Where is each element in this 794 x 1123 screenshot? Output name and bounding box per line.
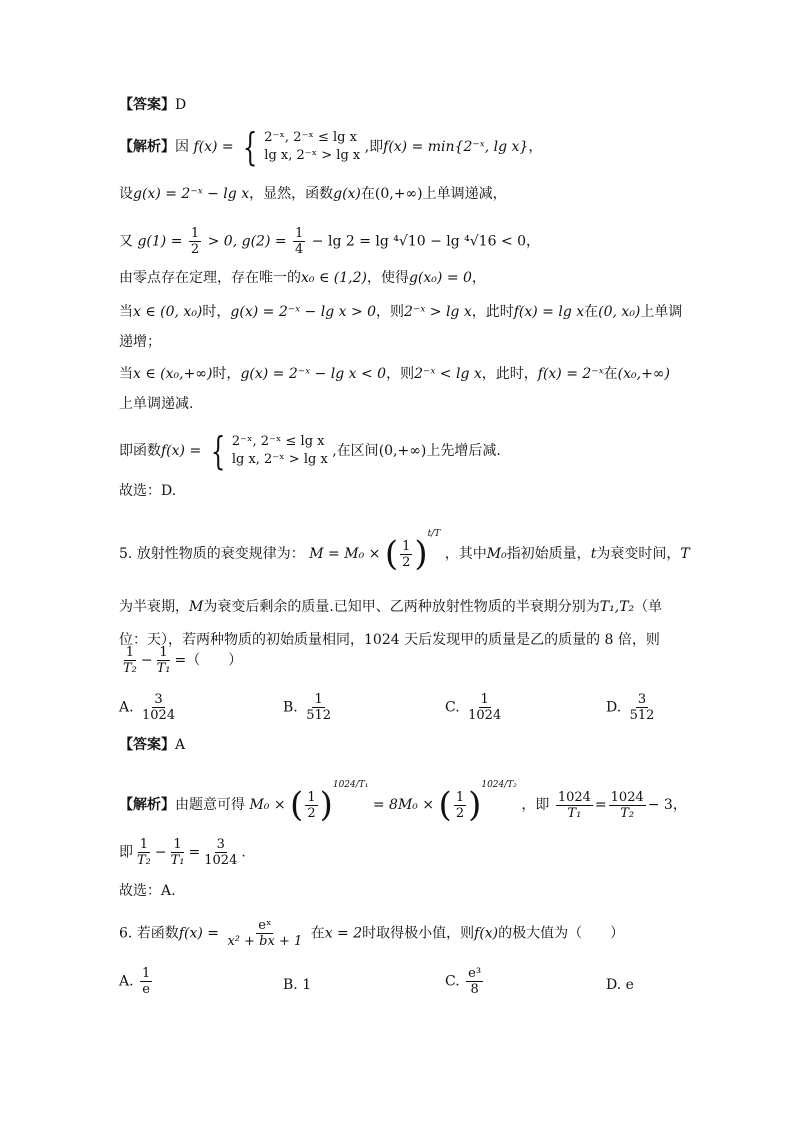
numerator: 1: [173, 837, 182, 852]
text: 6. 若函数: [119, 925, 179, 942]
math: f(x) = lg x: [513, 304, 585, 320]
numerator: 3: [216, 837, 225, 852]
fraction: [628, 692, 657, 723]
piecewise: [238, 125, 361, 169]
option-label: B.: [283, 977, 298, 993]
fraction: [304, 692, 333, 723]
case-1: 2⁻ˣ, 2⁻ˣ ≤ lg x: [264, 130, 357, 145]
fraction: [454, 790, 466, 821]
option-label: A.: [119, 699, 134, 716]
numerator: 1: [139, 837, 149, 852]
denominator: 2: [455, 805, 465, 821]
denominator: 2: [190, 242, 200, 257]
piecewise: [206, 429, 328, 473]
math: 2⁻ˣ > lg x: [404, 304, 472, 320]
q5-option-d[interactable]: [606, 692, 658, 723]
denominator: T₂: [137, 853, 151, 868]
numerator: 1: [125, 645, 135, 660]
denominator: T₂: [123, 661, 137, 676]
text: 为衰变后剩余的质量.已知甲、乙两种放射性物质的半衰期分别为: [203, 599, 600, 615]
text: ，则: [386, 366, 415, 382]
numerator: e³: [468, 966, 482, 981]
text: 在: [360, 186, 375, 202]
text: ，: [528, 139, 543, 155]
q4-analysis-line-6: 递增；: [119, 334, 161, 350]
text: 由零点存在定理，存在唯一的: [119, 270, 301, 286]
fraction: [466, 692, 503, 723]
paren-close: ): [468, 785, 482, 825]
q4-analysis-line-1: [119, 125, 543, 169]
math: x ∈ (x₀,+∞): [133, 366, 213, 382]
text: 5. 放射性物质的衰变规律为：: [119, 546, 305, 562]
answer-value: A: [175, 737, 186, 753]
numerator: 3: [637, 692, 647, 707]
math: g(x) = 2⁻ˣ − lg x < 0: [240, 366, 387, 382]
math: 2⁻ˣ < lg x: [414, 366, 482, 382]
paren-close: ): [414, 534, 428, 574]
q5-option-c[interactable]: [445, 692, 505, 723]
math: = 8M₀ ×: [372, 797, 435, 813]
exponent: 1024/T₂: [481, 780, 517, 790]
fraction: [609, 790, 646, 821]
math: f(x) = min{2⁻ˣ, lg x}: [383, 139, 529, 155]
text: 即: [119, 844, 133, 861]
text: 当: [119, 304, 133, 320]
q5-stem-line-2: [119, 597, 662, 617]
option-label: B.: [283, 699, 298, 716]
math: f(x) =: [193, 139, 234, 155]
q6-option-b[interactable]: [283, 975, 311, 995]
numerator: 1: [480, 692, 489, 707]
analysis-tag: 【解析】: [119, 139, 175, 155]
analysis-tag: 【解析】: [119, 797, 175, 813]
text: 的极大值为（ ）: [498, 925, 625, 942]
denominator: T₂: [620, 805, 635, 821]
denominator: x² + bx + 1: [227, 934, 303, 949]
q6-option-d[interactable]: [606, 975, 634, 995]
denominator: T₁: [567, 805, 582, 821]
denominator: 8: [470, 982, 479, 997]
numerator: 1: [159, 645, 168, 660]
text: 为半衰期，: [119, 599, 189, 615]
exponent: t/T: [427, 529, 441, 539]
math: − lg 2 = lg ⁴√10 − lg ⁴√16 < 0: [311, 233, 527, 250]
numerator: eˣ: [258, 918, 272, 933]
q4-analysis-line-5: [119, 302, 682, 322]
numerator: 3: [154, 692, 163, 707]
fraction: [556, 790, 593, 821]
q4-analysis-line-2: [119, 184, 507, 204]
text: ，此时，: [481, 366, 538, 382]
math: g(x₀) = 0: [408, 270, 472, 286]
fraction: [400, 539, 412, 570]
text: 指初始质量，: [506, 546, 591, 562]
case-2: lg x, 2⁻ˣ > lg x: [264, 148, 361, 163]
q5-option-a[interactable]: [119, 692, 179, 723]
case-2: lg x, 2⁻ˣ > lg x: [231, 452, 328, 467]
text: ，: [471, 270, 486, 286]
math: (x₀,+∞): [617, 366, 670, 382]
text: ，显然，函数: [249, 186, 334, 202]
math: g(x) = 2⁻ˣ − lg x: [133, 186, 250, 202]
text: 在: [603, 366, 618, 382]
text: 在: [310, 925, 325, 942]
exponent: 1024/T₁: [332, 780, 369, 790]
math: (0, x₀): [598, 304, 641, 320]
text: ,即: [364, 139, 384, 155]
denominator: 2: [402, 554, 411, 570]
q5-stem-line-1: [119, 524, 690, 574]
option-label: D.: [606, 699, 622, 716]
paren-open: (: [438, 785, 452, 825]
denominator: 4: [295, 242, 304, 257]
math: f(x) = 2⁻ˣ: [537, 366, 604, 382]
denominator: 512: [306, 708, 332, 723]
fraction: [293, 226, 305, 257]
fraction: [140, 692, 177, 723]
numerator: 1024: [610, 789, 644, 805]
option-label: C.: [445, 973, 460, 990]
q6-stem-line-1: [119, 918, 624, 949]
numerator: 1: [455, 789, 465, 805]
math: M₀: [486, 546, 507, 562]
denominator: 512: [629, 708, 655, 723]
numerator: 1: [402, 538, 411, 554]
denominator: 1024: [204, 853, 238, 868]
text: ，: [526, 233, 541, 250]
fraction: [189, 226, 201, 257]
fraction: [225, 918, 304, 949]
denominator: 1024: [142, 708, 176, 723]
q6-option-c[interactable]: [445, 966, 485, 997]
math: (0,+∞): [374, 186, 423, 202]
option-label: D.: [606, 977, 622, 993]
q5-answer-line: [119, 735, 185, 755]
brace-glyph: {: [210, 429, 225, 473]
math: T: [680, 546, 690, 562]
text: 因: [175, 139, 189, 155]
answer-tag: 【答案】: [119, 97, 175, 113]
numerator: 1024: [557, 789, 591, 805]
numerator: 1: [314, 692, 323, 707]
text: ，则: [376, 304, 405, 320]
text: 为衰变时间，: [596, 546, 681, 562]
text: 时，: [212, 366, 241, 382]
text: 设: [119, 186, 133, 202]
text: ，: [672, 797, 687, 813]
text: ，使得: [366, 270, 409, 286]
fraction: [169, 837, 187, 868]
q4-analysis-line-7: [119, 364, 670, 384]
text: 时取得极小值，则: [362, 925, 475, 942]
math: M = M₀ ×: [309, 546, 381, 562]
math: x = 2: [324, 925, 363, 942]
text: 上单调递减，: [422, 186, 507, 202]
math: − 3: [647, 797, 673, 813]
numerator: 1: [142, 966, 151, 981]
text: （单: [634, 599, 663, 615]
numerator: 1: [190, 226, 200, 241]
paren-open: (: [384, 534, 399, 574]
text: 上单调: [640, 304, 683, 320]
option-label: A.: [119, 973, 134, 990]
q4-analysis-line-9: [119, 429, 501, 473]
math: f(x): [474, 925, 499, 942]
text: .: [241, 844, 246, 861]
text: 在: [584, 304, 599, 320]
math: f(x) =: [161, 443, 202, 459]
brace-glyph: {: [242, 125, 258, 169]
text: 又: [119, 233, 133, 250]
math: g(1) =: [137, 233, 183, 250]
q5-stem-line-3: 位：天），若两种物质的初始质量相同，1024 天后发现甲的质量是乙的质量的 8 倍，则: [119, 632, 660, 648]
paren-open: (: [290, 785, 304, 825]
operator: −: [140, 652, 153, 669]
math: M₀ ×: [249, 797, 286, 813]
text: 当: [119, 366, 133, 382]
math: (0,+∞): [378, 443, 427, 459]
text: 即函数: [119, 443, 161, 459]
answer-value: D: [175, 97, 187, 113]
q6-option-a[interactable]: [119, 966, 154, 997]
denominator: 2: [307, 805, 316, 821]
math: > 0, g(2) =: [207, 233, 287, 250]
denominator: 1024: [468, 708, 502, 723]
option-value: e: [625, 977, 634, 993]
math: M: [189, 599, 204, 615]
text: ，此时: [471, 304, 514, 320]
denominator: T₁: [170, 853, 185, 868]
math: x₀ ∈ (1,2): [301, 270, 367, 286]
operator: =: [188, 844, 201, 861]
case-1: 2⁻ˣ, 2⁻ˣ ≤ lg x: [231, 434, 325, 449]
q5-stem-line-4: [119, 645, 242, 676]
fraction: [202, 837, 239, 868]
math: T₁,T₂: [599, 599, 635, 615]
paren-close: ): [319, 785, 333, 825]
denominator: e: [142, 982, 150, 997]
fraction: [140, 966, 152, 997]
text: ，即: [521, 797, 550, 813]
fraction: [155, 645, 173, 676]
q5-analysis-line-2: [119, 837, 246, 868]
operator: =: [594, 797, 607, 813]
numerator: 1: [307, 789, 316, 805]
q4-analysis-line-8: 上单调递减.: [119, 396, 194, 412]
option-label: C.: [445, 699, 460, 716]
q5-option-b[interactable]: [283, 692, 335, 723]
fraction: [135, 837, 153, 868]
q5-choose: 故选：A.: [119, 883, 176, 899]
fraction: [305, 790, 317, 821]
text: 时，: [202, 304, 231, 320]
text: ,在区间: [332, 443, 379, 459]
text: 上先增后减.: [426, 443, 501, 459]
operator: −: [154, 844, 167, 861]
text: 由题意可得: [175, 797, 245, 813]
numerator: 1: [295, 226, 304, 241]
text: ，其中: [444, 546, 487, 562]
math: g(x): [333, 186, 361, 202]
option-value: 1: [302, 977, 312, 993]
fraction: [121, 645, 139, 676]
q4-analysis-line-4: [119, 268, 486, 288]
math: t: [590, 546, 597, 562]
fraction: [466, 966, 483, 997]
math: x ∈ (0, x₀): [133, 304, 203, 320]
math: g(x) = 2⁻ˣ − lg x > 0: [230, 304, 377, 320]
answer-tag: 【答案】: [119, 737, 175, 753]
math: f(x) =: [178, 925, 219, 942]
q5-analysis-line-1: [119, 775, 687, 825]
q4-choose: 故选：D.: [119, 483, 177, 499]
q4-analysis-line-3: [119, 226, 540, 257]
denominator: T₁: [156, 661, 171, 676]
text: =（ ）: [174, 652, 243, 669]
q4-answer-line: [119, 95, 186, 115]
